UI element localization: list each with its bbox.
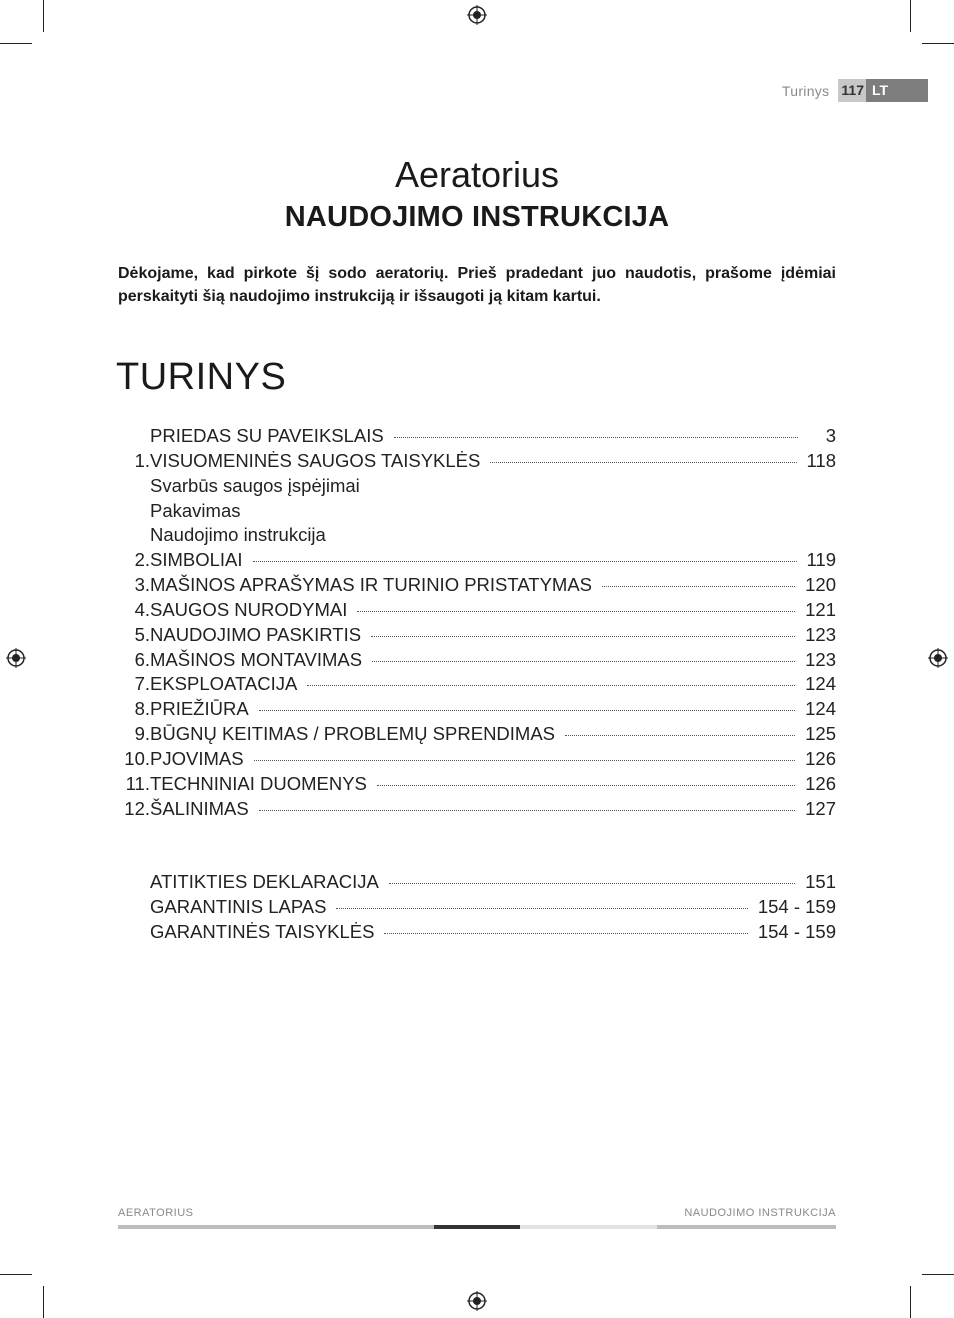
crop-mark	[0, 43, 32, 44]
toc-leader-dots	[253, 560, 797, 562]
toc-item-title: ŠALINIMAS	[150, 797, 249, 819]
toc-item-page: 121	[805, 598, 836, 620]
toc-item-title: Svarbūs saugos įspėjimai	[150, 474, 360, 496]
toc-item-page: 125	[805, 723, 836, 745]
header-page-number: 117	[838, 79, 866, 102]
toc-leader-dots	[389, 882, 795, 884]
toc-item-title: ATITIKTIES DEKLARACIJA	[150, 871, 379, 892]
page-subtitle: NAUDOJIMO INSTRUKCIJA	[284, 201, 670, 233]
toc-item-page: 126	[805, 747, 836, 769]
toc-item-number: 10.	[124, 747, 150, 769]
page-title: Aeratorius	[394, 154, 560, 195]
toc-leader-dots	[371, 635, 795, 637]
toc-item-title: SIMBOLIAI	[150, 549, 243, 571]
registration-mark-icon	[467, 1291, 487, 1311]
toc-item-page: 154 - 159	[757, 895, 836, 917]
registration-mark-icon	[928, 648, 948, 668]
crop-mark	[910, 1286, 911, 1318]
toc-item	[118, 500, 836, 525]
toc-item-number: 12.	[124, 797, 150, 819]
toc-item-number: 7.	[134, 673, 150, 695]
toc-leader-dots	[384, 932, 747, 934]
toc-item	[118, 896, 836, 921]
footer-bar-segment	[657, 1225, 836, 1229]
toc-item-page: 124	[805, 673, 836, 695]
toc-item-title: SAUGOS NURODYMAI	[150, 598, 348, 620]
toc-item-page: 127	[805, 797, 836, 819]
toc-leader-dots	[259, 809, 795, 811]
toc-leader-dots	[565, 734, 795, 736]
toc-item-title: BŪGNŲ KEITIMAS / PROBLEMŲ SPRENDIMAS	[150, 723, 556, 745]
toc-item-title: GARANTINIS LAPAS	[150, 895, 327, 917]
header-language-badge: LT	[866, 79, 928, 102]
footer-right: NAUDOJIMO INSTRUKCIJA	[684, 1207, 836, 1219]
toc-item-title: PRIEDAS SU PAVEIKSLAIS	[150, 425, 384, 446]
toc-item-number: 11.	[125, 772, 150, 794]
toc-item-title: PJOVIMAS	[150, 747, 244, 769]
toc-item-title: GARANTINĖS TAISYKLĖS	[150, 920, 375, 942]
toc-item	[118, 871, 836, 896]
toc-item-page: 120	[805, 574, 836, 596]
toc-leader-dots	[377, 784, 795, 786]
footer-bar-segment	[118, 1225, 434, 1229]
toc-leader-dots	[394, 436, 798, 438]
toc-item	[118, 574, 836, 599]
toc-heading: TURINYS	[116, 356, 287, 398]
page-header	[782, 79, 928, 102]
toc-item-number: 5.	[134, 623, 150, 645]
toc-item	[118, 921, 836, 946]
toc-item-number: 9.	[134, 723, 150, 745]
toc-leader-dots	[307, 684, 795, 686]
toc-item-page: 124	[805, 698, 836, 720]
toc-item-title: PRIEŽIŪRA	[150, 698, 249, 720]
toc-item-title: VISUOMENINĖS SAUGOS TAISYKLĖS	[150, 449, 481, 471]
toc-item-number: 2.	[134, 549, 150, 571]
toc-item-number: 6.	[134, 648, 150, 670]
toc-item-title: EKSPLOATACIJA	[150, 673, 298, 695]
crop-mark	[922, 43, 954, 44]
toc-item	[118, 773, 836, 798]
toc-item-page: 126	[805, 772, 836, 794]
crop-mark	[922, 1274, 954, 1275]
toc-item-title: MAŠINOS MONTAVIMAS	[150, 648, 363, 670]
toc-item-number: 3.	[134, 574, 150, 596]
toc-item-page: 151	[805, 871, 836, 892]
toc-item	[118, 549, 836, 574]
toc-appendix-list	[118, 871, 836, 946]
crop-mark	[43, 1286, 44, 1318]
toc-item	[118, 475, 836, 500]
registration-mark-icon	[6, 648, 26, 668]
toc-item-title: Pakavimas	[150, 499, 241, 521]
toc-item	[118, 624, 836, 649]
toc-leader-dots	[372, 660, 795, 662]
toc-item	[118, 698, 836, 723]
toc-item-title: MAŠINOS APRAŠYMAS IR TURINIO PRISTATYMAS	[150, 574, 593, 596]
toc-item-page: 123	[805, 648, 836, 670]
toc-item	[118, 748, 836, 773]
toc-item-title: Naudojimo instrukcija	[150, 524, 326, 546]
toc-leader-dots	[602, 585, 795, 587]
crop-mark	[0, 1274, 32, 1275]
toc-list	[118, 425, 836, 823]
toc-item	[118, 524, 836, 549]
header-section-label: Turinys	[781, 82, 830, 99]
toc-item-page: 123	[805, 623, 836, 645]
toc-item-number: 4.	[134, 598, 150, 620]
toc-item-page: 154 - 159	[757, 920, 836, 942]
toc-item-page: 3	[825, 425, 836, 446]
toc-leader-dots	[336, 907, 747, 909]
crop-mark	[910, 0, 911, 32]
toc-item-page: 118	[806, 449, 836, 471]
toc-item-number: 8.	[134, 698, 150, 720]
toc-leader-dots	[259, 709, 795, 711]
toc-item-page: 119	[806, 549, 836, 571]
footer-bar-segment	[434, 1225, 520, 1229]
crop-mark	[43, 0, 44, 32]
toc-item-number: 1.	[134, 449, 150, 471]
toc-item	[118, 425, 836, 450]
toc-item	[118, 599, 836, 624]
toc-item-title: TECHNINIAI DUOMENYS	[150, 772, 367, 794]
footer-left: AERATORIUS	[118, 1207, 194, 1219]
toc-item	[118, 450, 836, 475]
toc-leader-dots	[490, 461, 796, 463]
intro-paragraph: Dėkojame, kad pirkote šį sodo aeratorių. Prieš pradedant juo naudotis, prašome įdėmiai perskaityti šią naudojimo instrukciją ir išsaugoti ją kitam kartui.	[118, 265, 836, 305]
toc-item	[118, 723, 836, 748]
toc-leader-dots	[254, 759, 796, 761]
toc-leader-dots	[357, 610, 795, 612]
toc-item-title: NAUDOJIMO PASKIRTIS	[150, 623, 362, 645]
toc-item	[118, 673, 836, 698]
registration-mark-icon	[467, 5, 487, 25]
footer-bar-segment	[520, 1225, 657, 1229]
toc-item	[118, 649, 836, 674]
toc-item	[118, 798, 836, 823]
